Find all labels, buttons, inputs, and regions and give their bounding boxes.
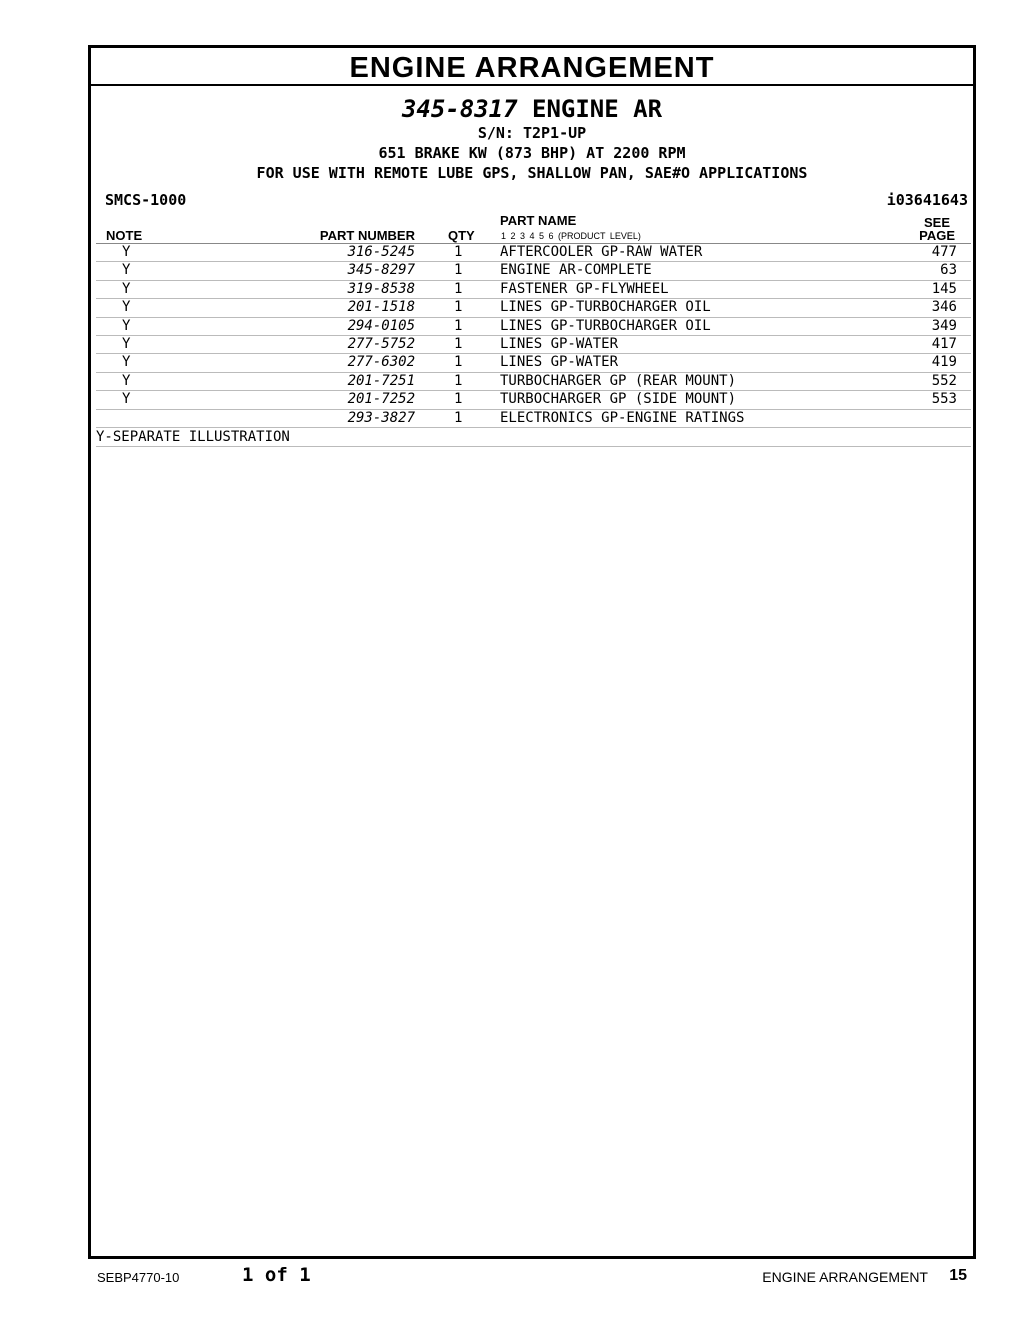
row-qty: 1 (454, 317, 463, 334)
table-row (96, 410, 971, 428)
page-title: ENGINE ARRANGEMENT (91, 48, 973, 86)
header-qty: QTY (448, 228, 475, 243)
row-part-name: ELECTRONICS GP-ENGINE RATINGS (500, 409, 745, 426)
row-part-name: LINES GP-TURBOCHARGER OIL (500, 317, 711, 334)
header-part-number: PART NUMBER (319, 228, 415, 243)
application-note: FOR USE WITH REMOTE LUBE GPS, SHALLOW PAN, SAE#O APPLICATIONS (256, 164, 808, 182)
row-part-number: 277-6302 (347, 354, 415, 371)
table-row (96, 336, 971, 354)
table-row (96, 299, 971, 317)
header-note: NOTE (106, 228, 143, 243)
row-see-page: 145 (931, 280, 957, 297)
footer-doc-number: SEBP4770-10 (97, 1270, 180, 1285)
serial-number: S/N: T2P1-UP (477, 124, 587, 142)
arrangement-heading (91, 95, 973, 123)
row-part-number: 277-5752 (347, 335, 415, 352)
row-see-page: 419 (931, 354, 957, 371)
row-part-number: 319-8538 (347, 280, 415, 297)
row-qty: 1 (454, 391, 463, 408)
table-row (96, 262, 971, 280)
row-note: Y (122, 317, 131, 334)
row-note: Y (122, 299, 131, 316)
row-part-name: LINES GP-WATER (500, 335, 619, 352)
smcs-code: SMCS-1000 (105, 191, 187, 209)
row-part-number: 316-5245 (347, 244, 415, 260)
parts-table (96, 244, 971, 428)
page-frame (88, 45, 976, 1259)
row-part-name: LINES GP-TURBOCHARGER OIL (500, 299, 711, 316)
row-part-name: LINES GP-WATER (500, 354, 619, 371)
row-part-number: 201-7251 (347, 372, 415, 389)
row-qty: 1 (454, 299, 463, 316)
page-footer (0, 1262, 1020, 1292)
header-page: PAGE (919, 228, 955, 243)
row-note: Y (122, 354, 131, 371)
header-product-levels: 1 2 3 4 5 6 (PRODUCT LEVEL) (501, 231, 641, 241)
table-row (96, 281, 971, 299)
row-qty: 1 (454, 280, 463, 297)
table-row (96, 391, 971, 409)
row-part-number: 201-1518 (347, 299, 415, 316)
header-part-name: PART NAME (500, 213, 577, 228)
row-qty: 1 (454, 354, 463, 371)
table-row (96, 373, 971, 391)
arrangement-name: ENGINE AR (532, 95, 663, 123)
row-part-name: ENGINE AR-COMPLETE (500, 262, 652, 279)
arrangement-number: 345-8317 (401, 95, 518, 123)
row-see-page: 552 (931, 372, 957, 389)
row-qty: 1 (454, 244, 463, 260)
row-note: Y (122, 335, 131, 352)
table-row (96, 318, 971, 336)
row-qty: 1 (454, 409, 463, 426)
row-part-number: 294-0105 (347, 317, 415, 334)
header-see: SEE (923, 215, 950, 230)
row-part-name: FASTENER GP-FLYWHEEL (500, 280, 669, 297)
row-part-name: TURBOCHARGER GP (SIDE MOUNT) (500, 391, 737, 408)
footer-section: ENGINE ARRANGEMENT (762, 1269, 928, 1285)
footer-page-of: 1 of 1 (242, 1264, 311, 1286)
table-row (96, 244, 971, 262)
row-part-number: 345-8297 (347, 262, 415, 279)
row-part-name: TURBOCHARGER GP (REAR MOUNT) (500, 372, 737, 389)
row-see-page: 417 (931, 335, 957, 352)
row-part-name: AFTERCOOLER GP-RAW WATER (500, 244, 703, 260)
row-qty: 1 (454, 262, 463, 279)
row-see-page: 63 (940, 262, 957, 279)
row-qty: 1 (454, 335, 463, 352)
engine-rating: 651 BRAKE KW (873 BHP) AT 2200 RPM (378, 144, 686, 162)
row-see-page: 477 (931, 244, 957, 260)
row-note: Y (122, 372, 131, 389)
footer-page-number: 15 (949, 1267, 967, 1284)
row-note: Y (122, 262, 131, 279)
row-see-page: 346 (931, 299, 957, 316)
table-row (96, 354, 971, 372)
row-note: Y (122, 391, 131, 408)
row-see-page: 349 (931, 317, 957, 334)
row-qty: 1 (454, 372, 463, 389)
row-see-page: 553 (931, 391, 957, 408)
footnote: Y-SEPARATE ILLUSTRATION (96, 428, 971, 447)
meta-row (91, 189, 973, 211)
illustration-id: i03641643 (886, 191, 968, 209)
row-note: Y (122, 280, 131, 297)
row-part-number: 201-7252 (347, 391, 415, 408)
row-part-number: 293-3827 (347, 409, 415, 426)
table-header (96, 213, 971, 244)
row-note: Y (122, 244, 131, 260)
